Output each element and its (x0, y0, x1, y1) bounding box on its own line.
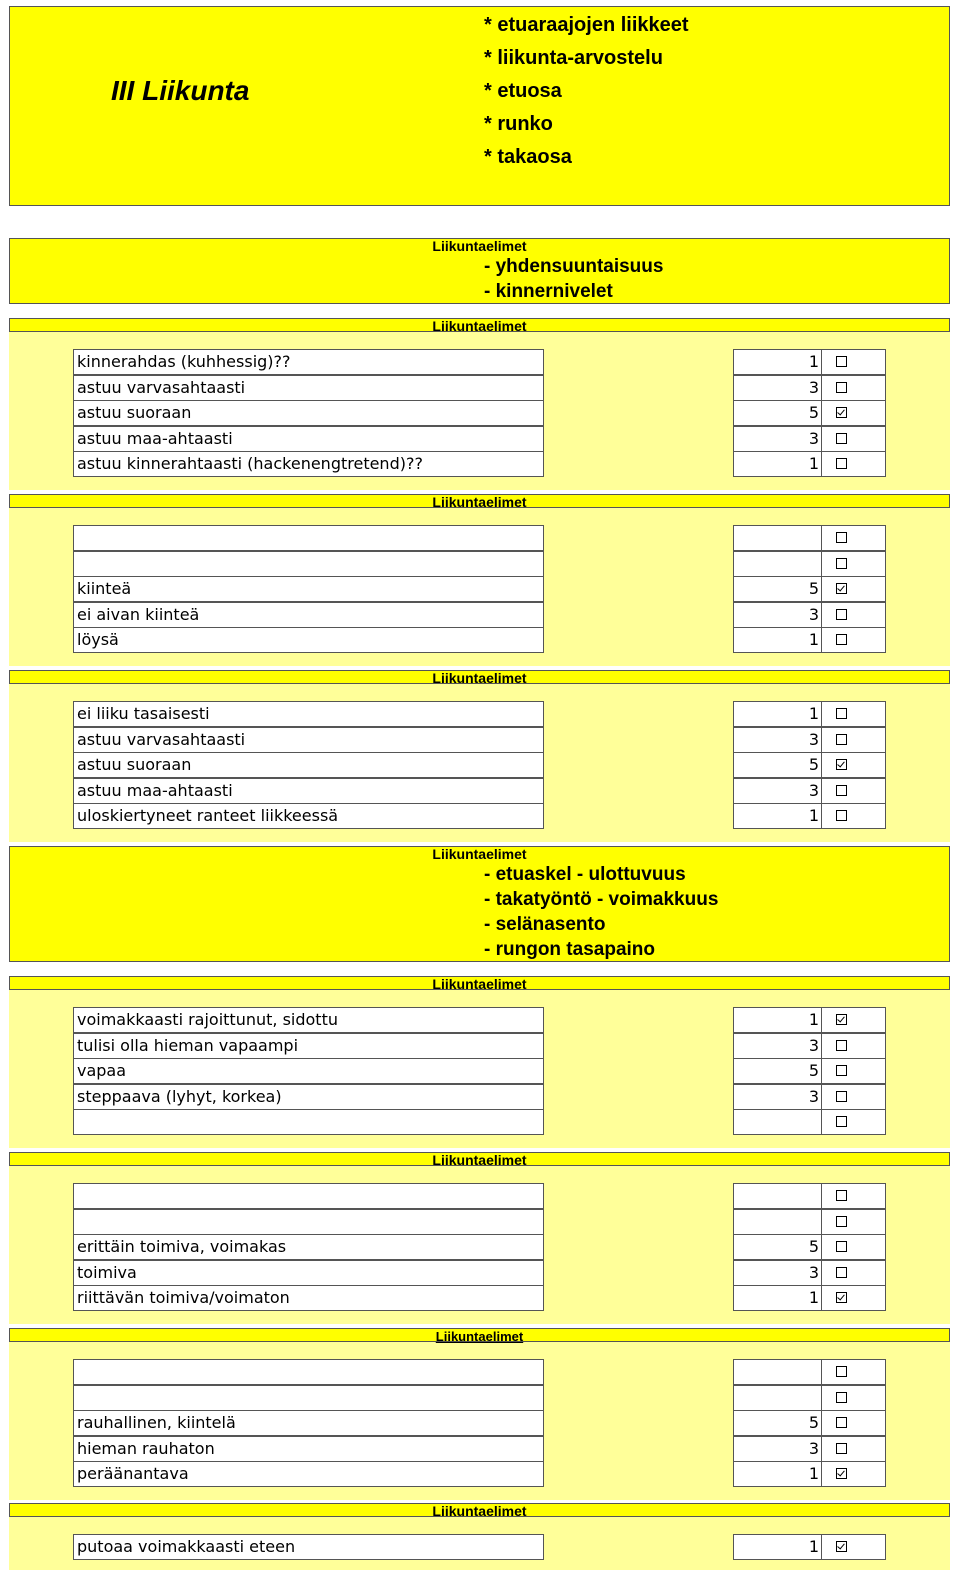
option-label (73, 627, 544, 653)
checkbox[interactable] (836, 433, 847, 444)
section-strip (9, 1328, 950, 1342)
checkbox[interactable] (836, 634, 847, 645)
criteria-line: - yhdensuuntaisuus (484, 256, 664, 277)
option-checkbox-cell[interactable] (821, 1410, 886, 1436)
option-text: astuu suoraan (77, 403, 192, 422)
option-text: astuu kinnerahtaasti (hackenengtretend) (77, 454, 406, 473)
page-title: III Liikunta (111, 75, 250, 106)
checked-checkbox[interactable] (836, 583, 847, 594)
option-score: 1 (733, 349, 822, 375)
option-text: rauhallinen, kiintelä (77, 1413, 236, 1432)
topic-item: * etuosa (484, 80, 562, 102)
option-label (73, 576, 544, 602)
option-checkbox-cell[interactable] (821, 778, 886, 804)
option-score (733, 1385, 822, 1411)
option-label (73, 701, 544, 727)
option-checkbox-cell[interactable] (821, 1007, 886, 1033)
option-label (73, 1234, 544, 1260)
option-text: uloskiertyneet ranteet liikkeessä (77, 806, 339, 825)
option-text: putoaa voimakkaasti eteen (77, 1537, 296, 1556)
section-body (9, 494, 950, 666)
option-checkbox-cell[interactable] (821, 1461, 886, 1487)
option-text: hieman rauhaton (77, 1438, 215, 1458)
checkbox[interactable] (836, 734, 847, 745)
option-label (73, 1084, 544, 1110)
option-score: 1 (733, 1461, 822, 1487)
section-strip (9, 318, 950, 332)
option-text: ei aivan kiinteä (77, 604, 200, 624)
option-score: 3 (733, 1260, 822, 1286)
option-checkbox-cell[interactable] (821, 1209, 886, 1235)
option-score: 5 (733, 400, 822, 426)
option-label (73, 602, 544, 628)
option-checkbox-cell[interactable] (821, 451, 886, 477)
section-heading (9, 846, 950, 962)
option-score: 3 (733, 426, 822, 452)
section-header: Liikuntaelimet (432, 319, 527, 331)
checked-checkbox[interactable] (836, 1541, 847, 1552)
option-checkbox-cell[interactable] (821, 525, 886, 551)
section-strip (9, 494, 950, 508)
topic-list (484, 9, 934, 174)
option-score: 3 (733, 375, 822, 401)
option-checkbox-cell[interactable] (821, 1436, 886, 1462)
criteria-line: - selänasento (484, 914, 606, 935)
option-score (733, 1359, 822, 1385)
criteria-line: - etuaskel - ulottuvuus (484, 864, 686, 885)
option-checkbox-cell[interactable] (821, 426, 886, 452)
checkbox[interactable] (836, 1216, 847, 1227)
option-score: 3 (733, 602, 822, 628)
option-checkbox-cell[interactable] (821, 400, 886, 426)
section-header: Liikuntaelimet (432, 671, 527, 683)
section-strip (9, 976, 950, 990)
option-score: 3 (733, 727, 822, 753)
section-header: Liikuntaelimet (432, 1504, 527, 1516)
option-score: 1 (733, 803, 822, 829)
checkbox[interactable] (836, 382, 847, 393)
option-score (733, 1209, 822, 1235)
option-checkbox-cell[interactable] (821, 1183, 886, 1209)
criteria-line: - rungon tasapaino (484, 939, 655, 960)
section-header: Liikuntaelimet (432, 847, 527, 859)
option-score: 1 (733, 1285, 822, 1311)
option-score (733, 1109, 822, 1135)
option-checkbox-cell[interactable] (821, 1385, 886, 1411)
section-strip (9, 1152, 950, 1166)
option-checkbox-cell[interactable] (821, 551, 886, 577)
option-score: 1 (733, 701, 822, 727)
option-checkbox-cell[interactable] (821, 349, 886, 375)
option-text: astuu maa-ahtaasti (77, 780, 233, 800)
option-label (73, 727, 544, 753)
option-checkbox-cell[interactable] (821, 752, 886, 778)
checkbox[interactable] (836, 708, 847, 719)
checked-checkbox[interactable] (836, 1468, 847, 1479)
option-text: astuu maa-ahtaasti (77, 428, 233, 448)
option-score (733, 1183, 822, 1209)
section-criteria (484, 862, 934, 962)
section-strip (9, 670, 950, 684)
option-label (73, 1007, 544, 1033)
option-label (73, 1461, 544, 1487)
option-text: ei liiku tasaisesti (77, 704, 210, 723)
section-body (9, 1328, 950, 1500)
option-label (73, 1385, 544, 1411)
option-score: 1 (733, 451, 822, 477)
topic-item: * etuaraajojen liikkeet (484, 14, 689, 36)
option-score (733, 525, 822, 551)
option-label (73, 803, 544, 829)
option-label (73, 1183, 544, 1209)
option-label (73, 525, 544, 551)
section-header: Liikuntaelimet (432, 239, 527, 251)
option-label (73, 752, 544, 778)
option-score (733, 551, 822, 577)
checkbox[interactable] (836, 1366, 847, 1377)
option-score: 3 (733, 778, 822, 804)
option-checkbox-cell[interactable] (821, 627, 886, 653)
checkbox[interactable] (836, 1065, 847, 1076)
section-header: Liikuntaelimet (432, 977, 527, 989)
option-label (73, 1534, 544, 1560)
option-score: 3 (733, 1033, 822, 1059)
checkbox[interactable] (836, 785, 847, 796)
checkbox[interactable] (836, 810, 847, 821)
section-body (9, 670, 950, 842)
option-checkbox-cell[interactable] (821, 375, 886, 401)
option-label (73, 1209, 544, 1235)
title-block (9, 6, 950, 206)
option-label (73, 375, 544, 401)
option-text: toimiva (77, 1262, 137, 1282)
option-label (73, 400, 544, 426)
option-text: tulisi olla hieman vapaampi (77, 1035, 299, 1055)
checkbox[interactable] (836, 609, 847, 620)
section-header: Liikuntaelimet (432, 1153, 527, 1165)
topic-item: * runko (484, 113, 553, 135)
checkbox[interactable] (836, 1417, 847, 1428)
checkbox[interactable] (836, 1443, 847, 1454)
option-text: astuu varvasahtaasti (77, 729, 246, 749)
option-text: löysä (77, 630, 119, 649)
criteria-line: - kinnernivelet (484, 281, 613, 302)
option-score: 5 (733, 1058, 822, 1084)
checkbox[interactable] (836, 1116, 847, 1127)
section-body (9, 1503, 950, 1570)
section-body (9, 976, 950, 1148)
option-label (73, 426, 544, 452)
option-text: astuu suoraan (77, 755, 192, 774)
option-label (73, 451, 544, 477)
option-text: kinnerahdas (kuhhessig)?? (77, 352, 291, 371)
checked-checkbox[interactable] (836, 1014, 847, 1025)
option-checkbox-cell[interactable] (821, 1534, 886, 1560)
option-text: peräänantava (77, 1464, 189, 1483)
option-checkbox-cell[interactable] (821, 1285, 886, 1311)
section-body (9, 1152, 950, 1324)
option-checkbox-cell[interactable] (821, 701, 886, 727)
section-criteria (484, 254, 934, 304)
section-heading (9, 238, 950, 304)
option-score: 1 (733, 1534, 822, 1560)
option-score: 1 (733, 1007, 822, 1033)
option-text: voimakkaasti rajoittunut, sidottu (77, 1010, 338, 1029)
option-checkbox-cell[interactable] (821, 1084, 886, 1110)
option-note: ?? (405, 454, 423, 473)
option-text: steppaava (lyhyt, korkea) (77, 1086, 282, 1106)
section-strip (9, 1503, 950, 1517)
option-score: 3 (733, 1084, 822, 1110)
option-score: 5 (733, 1410, 822, 1436)
option-label (73, 1285, 544, 1311)
option-text: riittävän toimiva/voimaton (77, 1288, 290, 1307)
option-label (73, 1058, 544, 1084)
option-text: erittäin toimiva, voimakas (77, 1237, 287, 1256)
option-score: 3 (733, 1436, 822, 1462)
checkbox[interactable] (836, 1267, 847, 1278)
option-score: 1 (733, 627, 822, 653)
option-score: 5 (733, 1234, 822, 1260)
section-header: Liikuntaelimet (435, 1330, 524, 1344)
option-checkbox-cell[interactable] (821, 727, 886, 753)
option-label (73, 1260, 544, 1286)
checkbox[interactable] (836, 532, 847, 543)
option-label (73, 551, 544, 577)
checkbox[interactable] (836, 1241, 847, 1252)
option-label (73, 778, 544, 804)
checkbox[interactable] (836, 1392, 847, 1403)
checkbox[interactable] (836, 1190, 847, 1201)
option-score: 5 (733, 752, 822, 778)
topic-item: * takaosa (484, 146, 572, 168)
checkbox[interactable] (836, 1040, 847, 1051)
option-score: 5 (733, 576, 822, 602)
option-checkbox-cell[interactable] (821, 1234, 886, 1260)
option-label (73, 349, 544, 375)
option-checkbox-cell[interactable] (821, 602, 886, 628)
checkbox[interactable] (836, 1091, 847, 1102)
option-text: astuu varvasahtaasti (77, 377, 246, 397)
topic-item: * liikunta-arvostelu (484, 47, 663, 69)
checkbox[interactable] (836, 356, 847, 367)
criteria-line: - takatyöntö - voimakkuus (484, 889, 719, 910)
option-checkbox-cell[interactable] (821, 576, 886, 602)
option-checkbox-cell[interactable] (821, 803, 886, 829)
option-checkbox-cell[interactable] (821, 1109, 886, 1135)
option-text: vapaa (77, 1061, 127, 1080)
option-checkbox-cell[interactable] (821, 1033, 886, 1059)
option-text: kiinteä (77, 579, 132, 598)
checked-checkbox[interactable] (836, 759, 847, 770)
option-label (73, 1410, 544, 1436)
section-body (9, 318, 950, 490)
option-checkbox-cell[interactable] (821, 1260, 886, 1286)
section-header: Liikuntaelimet (432, 495, 527, 507)
checked-checkbox[interactable] (836, 407, 847, 418)
option-checkbox-cell[interactable] (821, 1359, 886, 1385)
checkbox[interactable] (836, 558, 847, 569)
option-label (73, 1436, 544, 1462)
checkbox[interactable] (836, 458, 847, 469)
option-label (73, 1359, 544, 1385)
option-label (73, 1109, 544, 1135)
option-label (73, 1033, 544, 1059)
option-checkbox-cell[interactable] (821, 1058, 886, 1084)
checked-checkbox[interactable] (836, 1292, 847, 1303)
